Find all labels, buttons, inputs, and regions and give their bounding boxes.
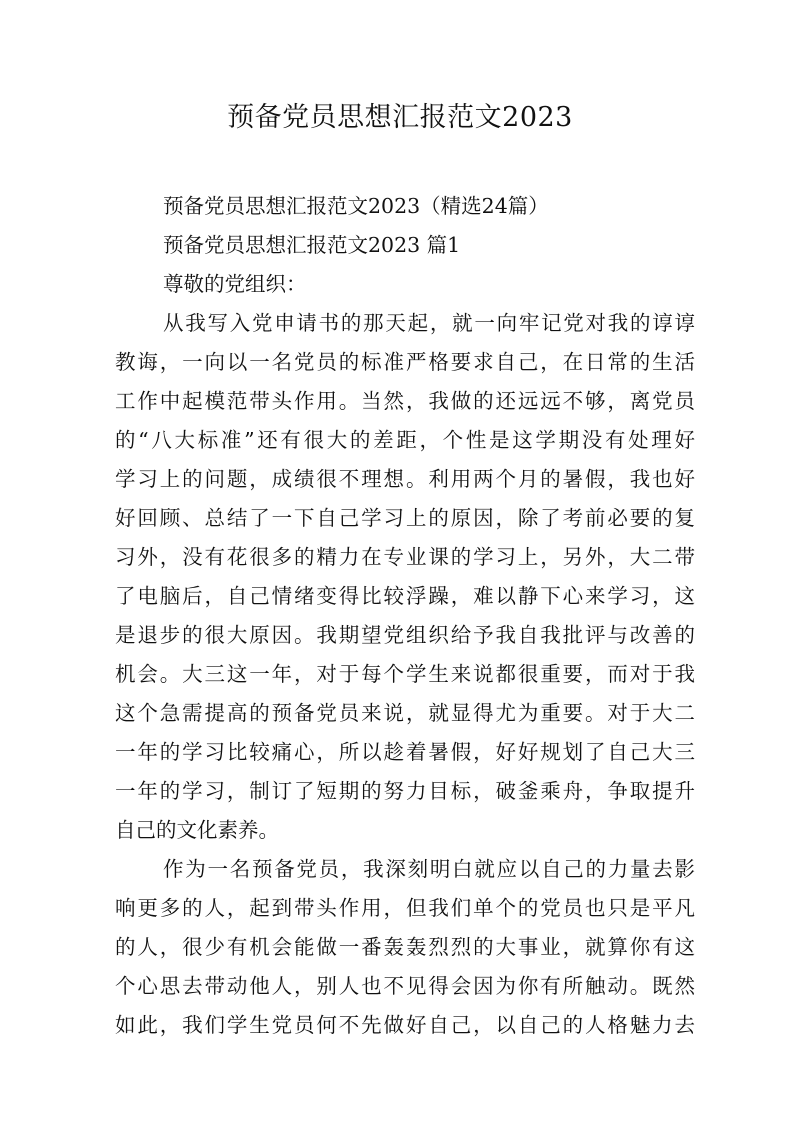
paragraph-line: 响更多的人，起到带头作用，但我们单个的党员也只是平凡 [115,896,695,920]
paragraph-line: 个心思去带动他人，别人也不见得会因为你有所触动。既然 [115,974,695,998]
paragraph-line: 自己的文化素养。 [115,818,279,842]
paragraph-line: 工作中起模范带头作用。当然，我做的还远远不够，离党员 [115,389,695,413]
intro-heading: 预备党员思想汇报范文2023（精选24篇） [163,194,549,218]
paragraph-line: 的人，很少有机会能做一番轰轰烈烈的大事业，就算你有这 [115,935,695,959]
paragraph-line: 好回顾、总结了一下自己学习上的原因，除了考前必要的复 [115,506,695,530]
paragraph-line: 机会。大三这一年，对于每个学生来说都很重要，而对于我 [115,662,695,686]
paragraph-line: 一年的学习比较痛心，所以趁着暑假，好好规划了自己大三 [115,740,695,764]
paragraph-line: 了电脑后，自己情绪变得比较浮躁，难以静下心来学习，这 [115,584,695,608]
paragraph-line: 教诲，一向以一名党员的标准严格要求自己，在日常的生活 [115,350,695,374]
document-title: 预备党员思想汇报范文2023 [227,102,573,133]
paragraph-line: 作为一名预备党员，我深刻明白就应以自己的力量去影 [163,857,695,881]
salutation: 尊敬的党组织： [163,272,307,296]
section-heading: 预备党员思想汇报范文2023 篇1 [163,233,461,257]
paragraph-line: 是退步的很大原因。我期望党组织给予我自我批评与改善的 [115,623,695,647]
paragraph-line: 习外，没有花很多的精力在专业课的学习上，另外，大二带 [115,545,695,569]
paragraph-line: 一年的学习，制订了短期的努力目标，破釜乘舟，争取提升 [115,779,695,803]
paragraph-line: 如此，我们学生党员何不先做好自己，以自己的人格魅力去 [115,1013,695,1037]
paragraph-line: 这个急需提高的预备党员来说，就显得尤为重要。对于大二 [115,701,695,725]
paragraph-line: 从我写入党申请书的那天起，就一向牢记党对我的谆谆 [163,311,695,335]
paragraph-line: 学习上的问题，成绩很不理想。利用两个月的暑假，我也好 [115,467,695,491]
paragraph-line: 的“八大标准”还有很大的差距，个性是这学期没有处理好 [115,428,695,452]
